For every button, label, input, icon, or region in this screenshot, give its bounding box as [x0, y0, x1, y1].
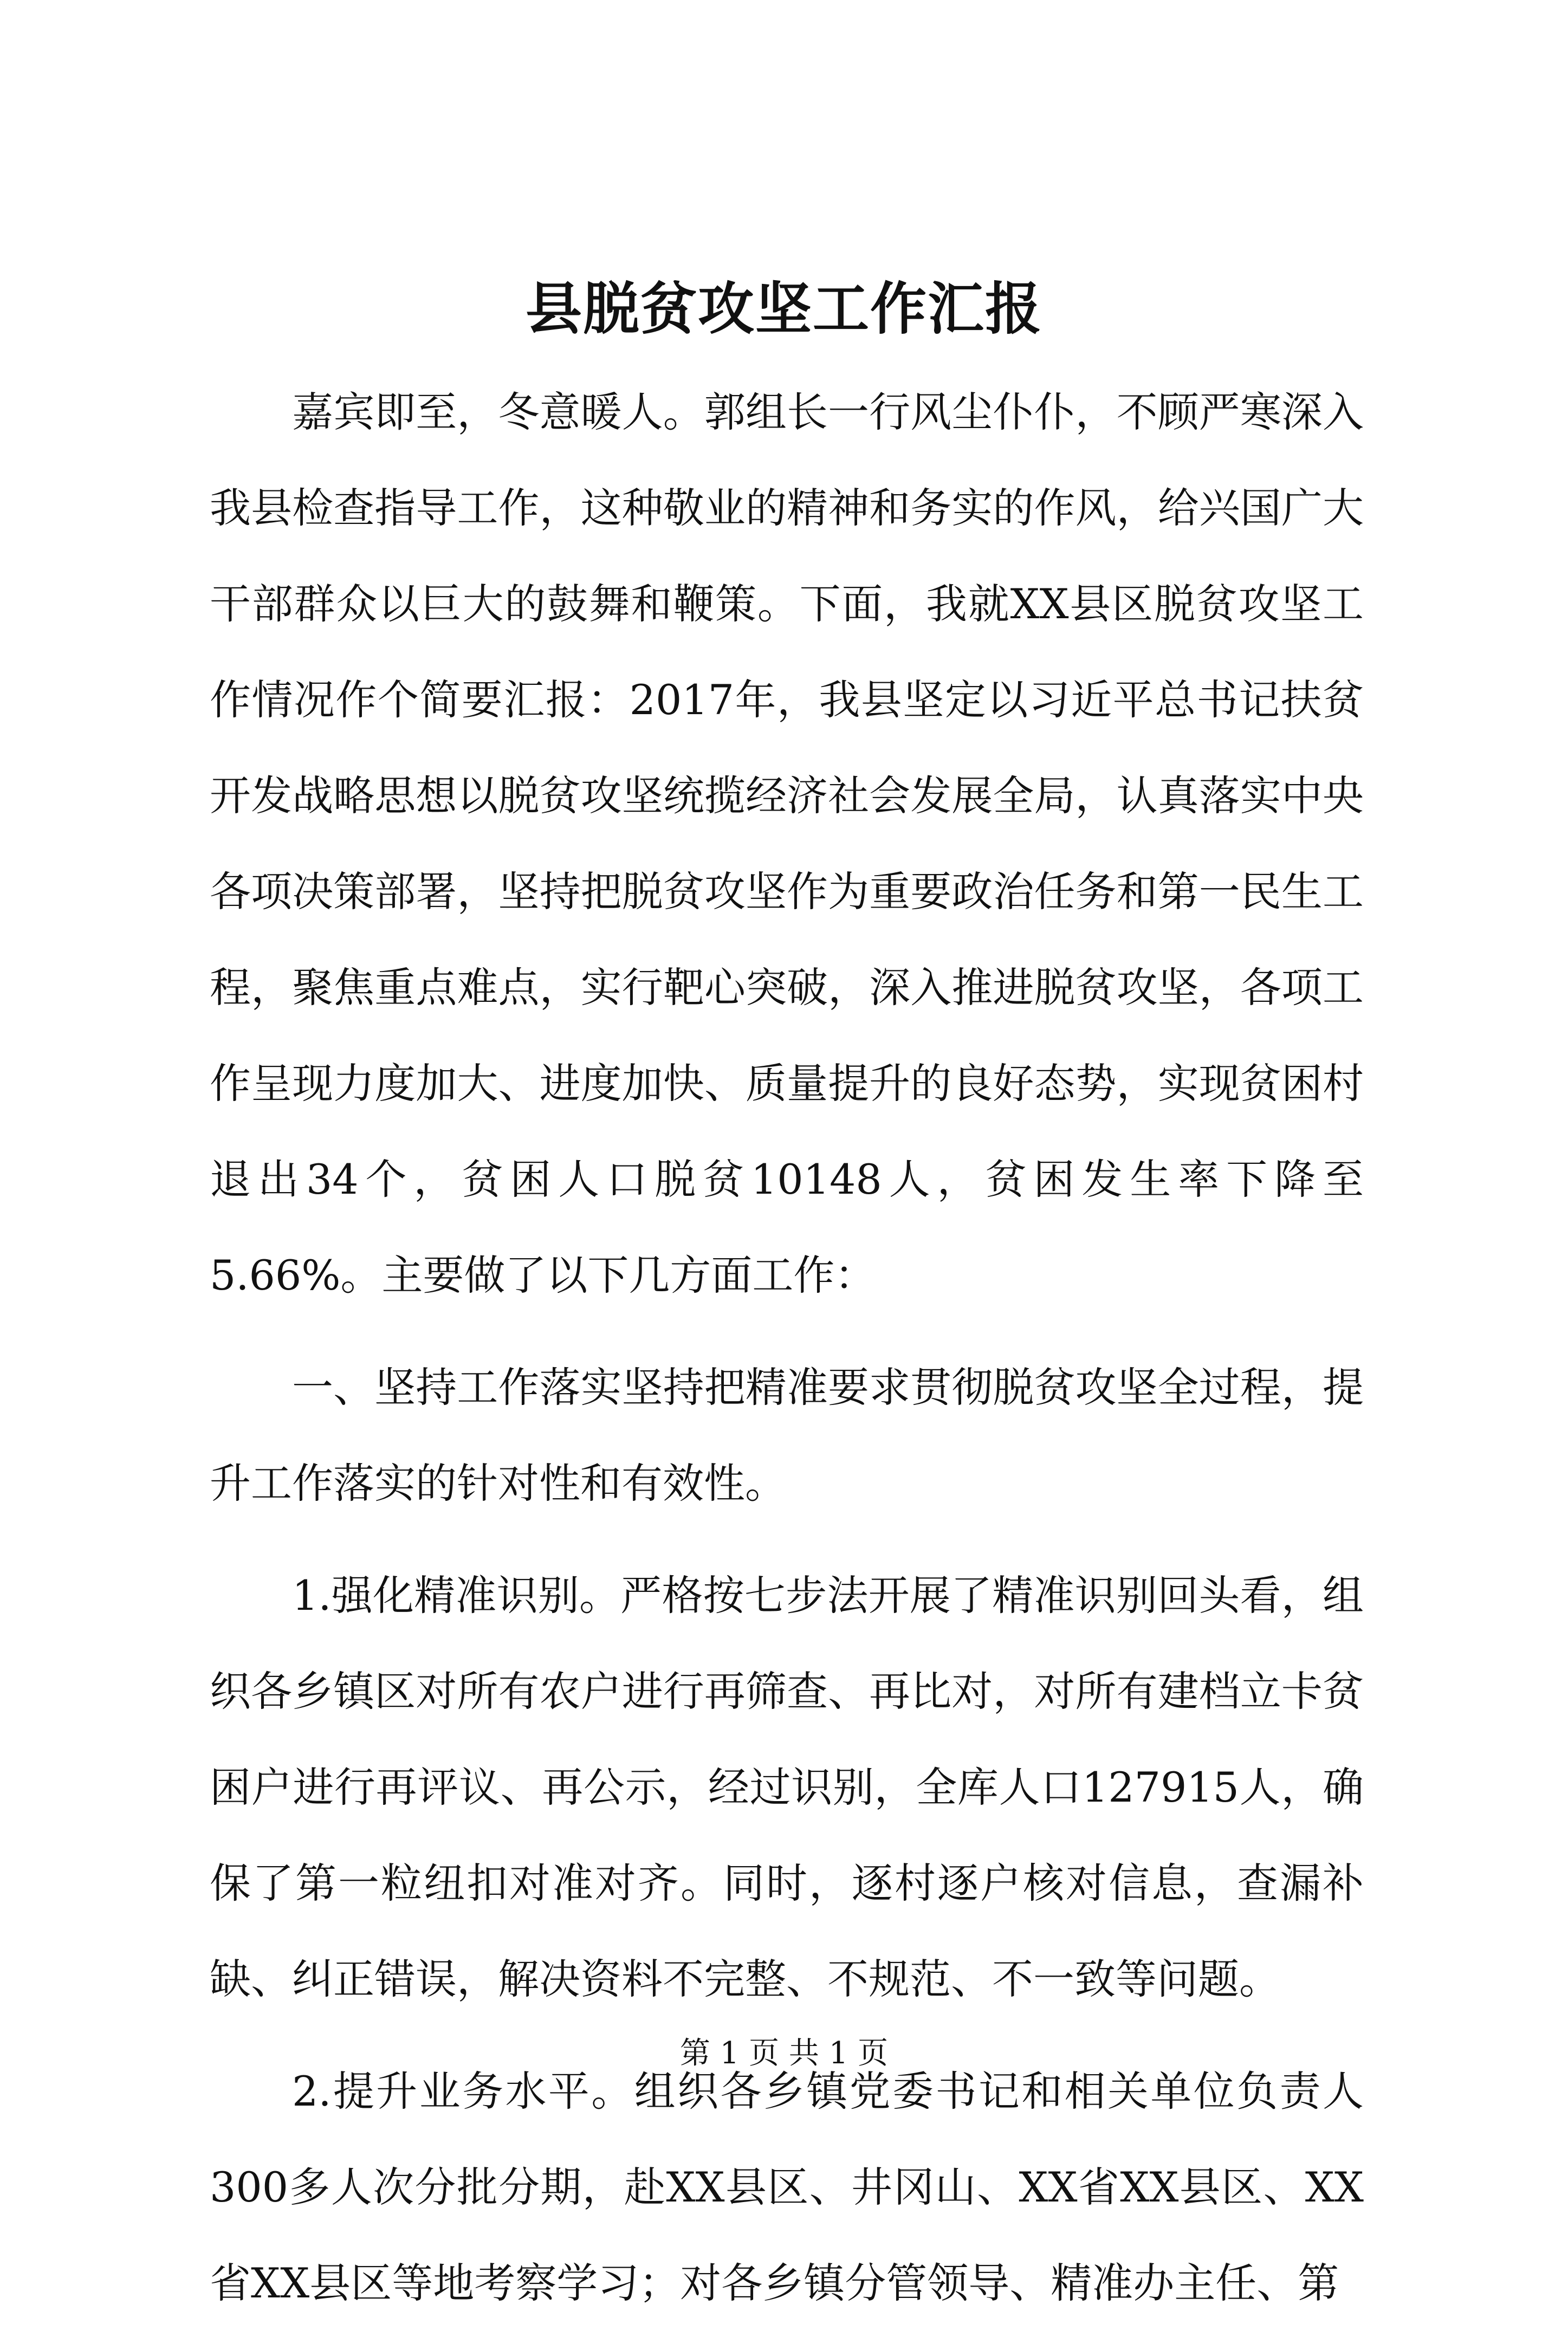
paragraph-item-1: 1.强化精准识别。严格按七步法开展了精准识别回头看，组织各乡镇区对所有农户进行再筛查、再比对，对所有建档立卡贫困户进行再评议、再公示，经过识别，全库人口127915人，确保了第一粒纽扣对准对齐。同时，逐村逐户核对信息，查漏补缺、纠正错误，解决资料不完整、不规范、不一致等问题。	[210, 1571, 1364, 2003]
paragraph-section-heading: 一、坚持工作落实坚持把精准要求贯彻脱贫攻坚全过程，提升工作落实的针对性和有效性。	[210, 1363, 1364, 1507]
page-number-footer: 第 1 页 共 1 页	[679, 2036, 889, 2071]
document-title: 县脱贫攻坚工作汇报	[525, 275, 1042, 342]
paragraph-intro: 嘉宾即至，冬意暖人。郭组长一行风尘仆仆，不顾严寒深入我县检查指导工作，这种敬业的精神和务实的作风，给兴国广大干部群众以巨大的鼓舞和鞭策。下面，我就XX县区脱贫攻坚工作情况作个简要汇报：2017年，我县坚定以习近平总书记扶贫开发战略思想以脱贫攻坚统揽经济社会发展全局，认真落实中央各项决策部署，坚持把脱贫攻坚作为重要政治任务和第一民生工程，聚焦重点难点，实行靶心突破，深入推进脱贫攻坚，各项工作呈现力度加大、进度加快、质量提升的良好态势，实现贫困村退出34个，贫困人口脱贫10148人，贫困发生率下降至5.66%。主要做了以下几方面工作：	[210, 388, 1364, 1299]
paragraph-item-2: 2.提升业务水平。组织各乡镇党委书记和相关单位负责人300多人次分批分期，赴XX县区、井冈山、XX省XX县区、XX省XX县区等地考察学习；对各乡镇分管领导、精准办主任、第	[210, 2067, 1364, 2307]
